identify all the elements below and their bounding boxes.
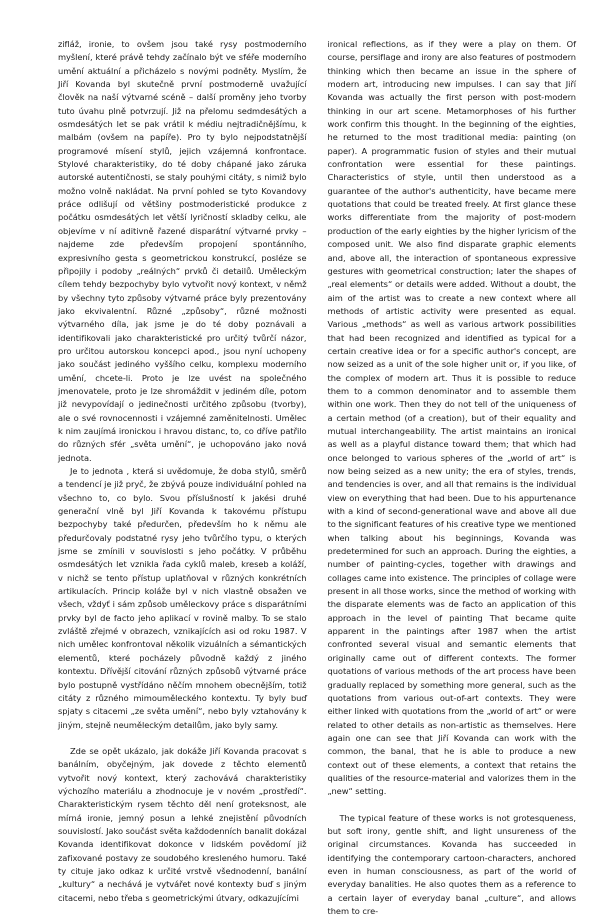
english-paragraph-1: ironical reflections, as if they were a play on them. Of course, persiflage and irony are also features of postmodern thinking which then became an issue in the sphere of modern art, introducing new impulses. I can say that Jiří Kovanda was actually the first person with post-modern thinking in our art scene. Metamorphoses of his further work confirm this thought. In the beginning of the eighties, he returned to the most traditional media: painting (on paper). A programmatic fusion of styles and their mutual confrontation were essential for these paintings. Characteristics of style, until then understood as a guarantee of the author's authenticity, have became mere quotations that could be treated freely. At first glance these works differentiate from the majority of post-modern production of the early eighties by the higher lyricism of the composed unit. We also find disparate graphic elements and, above all, the interaction of spontaneous expressive gestures with geometrical construction; later the shapes of „real elements“ or details were added. Without a doubt, the aim of the artist was to create a new context where all methods of artistic activity were presented as equal. Various „methods“ as well as various artwork possibilities that had been recognized and identified as typical for a certain creative idea or for a specific author's concept, are now seized as a unit of the sole higher unit or, if you like, of the complex of modern art. Thus it is possible to reduce them to a common denominator and to assemble them within one work. Then they do not tell of the uniqueness of a certain method (of a creation), but of their equality and mutual interchangeability. The artist maintains an ironical as well as a playful distance toward them; that which had once belonged to various spheres of the „world of art“ is now being seized as a new unity; the era of styles, trends, and tendencies is over, and all that remains is the individual view on everything that had been. Due to his appurtenance with a kind of second-generational wave and above all due to the significant features of his creative type we mentioned when talking about his beginnings, Kovanda was predetermined for such an approach. During the eighties, a number of painting-cycles, together with drawings and collages came into existence. The principles of collage were present in all those works, since the method of working with the disparate elements was de facto an application of this approach in the level of painting That became quite apparent in the paintings after 1987 when the artist confronted several visual and semantic elements that originally came out of different contexts. The former quotations of various methods of the art process have been gradually replaced by something more general, such as the quotations from various out-of-art contexts. They were either linked with quotations from the „world of art“ or were related to other details as non-artistic as themselves. Here again one can see that Jiří Kovanda can work with the common, the banal, that he is able to produce a new context out of these elements, a context that retains the qualities of the resource-material and valorizes them in the „new“ setting. xyxy=(327,39,576,797)
czech-text-column xyxy=(58,38,307,903)
english-text-column xyxy=(327,38,577,916)
english-paragraph-2: The typical feature of these works is not grotesqueness, but soft irony, gentle shift, and light unsureness of the original circumstances. Kovanda has succeeded in identifying the contemporary cartoon-characters, anchored even in human consciousness, as part of the world of everyday banalities. He also quotes them as a reference to a certain layer of everyday banal „culture“, and allows them to cre- xyxy=(327,812,576,916)
czech-paragraph-1: zifláž, ironie, to ovšem jsou také rysy postmoderního myšlení, které právě tehdy začínalo být ve sféře moderního umění aktuální a přicházelo s novými podněty. Myslím, že Jiří Kovanda byl skutečně první postmoderně uvažující člověk na naší výtvarné scéně – další proměny jeho tvorby tuto úvahu plně potvrzují. Již na přelomu sedmdesátých a osmdesátých let se pak vrátil k médiu nejtradičnějšímu, k malbám (ovšem na papíře). Pro ty bylo nejpodstatnější programové mísení stylů, jejich vzájemná konfrontace. Stylové charakteristiky, do té doby chápané jako záruka autorské autentičnosti, se staly pouhými citáty, s nimiž bylo možno volně nakládat. Na první pohled se tyto Kovandovy práce odlišují od většiny postmoderistické produkce z počátku osmdesátých let větší lyričností skladby celku, ale objevíme v ní aditivně řazené disparátní výtvarné prvky – najdeme zde především propojení spontánního, expresivního gesta s geometrickou konstrukcí, posléze se připojily i podoby „reálných“ prvků či detailů. Uměleckým cílem tehdy bezpochyby bylo vytvořit nový kontext, v němž by všechny tyto způsoby výtvarné práce byly prezentovány jako ekvivalentní. Různé „způsoby“, různé možnosti výtvarného díla, jak jsme je do té doby poznávali a identifikovali jako charakteristické pro určitý tvůrčí názor, pro určitou autorskou koncepci apod., jsou nyní uchopeny jako součást jediného vyššího celku, komplexu moderního umění, chcete-li. Proto je lze uvést na společného jmenovatele, proto je lze shromáždit v jediném díle, potom již nevypovídají o jedinečnosti určitého způsobu (tvorby), ale o své rovnocennosti i vzájemné zaměnitelnosti. Umělec k nim zaujímá ironickou i hravou distanc, to, co dříve patřilo do různých sfér „světa umění“, je uchopováno jako nová jednota. xyxy=(58,39,307,463)
czech-paragraph-3: Zde se opět ukázalo, jak dokáže Jiří Kovanda pracovat s banálním, obyčejným, jak dovede z těchto elementů vytvořit nový kontext, který zachovává charakteristiky výchozího materiálu a zhodnocuje je v novém „prostředí“. Charakteristickým rysem těchto děl není groteksnost, ale mírná ironie, jemný posun a lehké znejistění původních souvislostí. Jako součást světa každodenních banalit dokázal Kovanda identifikovat dokonce v lidském povědomí již zafixované postavy ze soudobého kresleného humoru. Také ty cituje jako odkaz k určité vrstvě všednodenní, banální „kultury“ a nechává je vytvářet nové kontexty buď s jiným citacemi, nebo třeba s geometrickými útvary, odkazujícími xyxy=(58,745,307,903)
czech-paragraph-2: Je to jednota , která si uvědomuje, že doba stylů, směrů a tendencí je již pryč, že zbývá pouze individuální pohled na všechno to, co bylo. Svou příslušností k jakési druhé generační vlně byl Jiří Kovanda k takovému přístupu bezpochyby také předurčen, především ho k němu ale předurčovaly podstatné rysy jeho tvůrčího typu, o kterých jsme se zmínili v souvislosti s jeho počátky. V průběhu osmdesátých let vznikla řada cyklů maleb, kreseb a koláží, v nichž se tento přístup uplatňoval v různých konkrétních artikulacích. Princip koláže byl v nich vlastně obsažen ve všech, vždyť i sám způsob uměleckovy práce s disparátními prvky byl de facto jeho aplikací v rovině malby. To se stalo zvláště zřejmé v obrazech, vznikajících asi od roku 1987. V nich umělec konfrontoval několik vizuálních a sémantických elementů, které pocházely původně každý z jiného kontextu. Dřívější citování různých způsobů výtvarné práce bylo postupně vystřídáno něčím mnohem obecnějším, totiž citáty z různého mimouměleckého kontextu. Ty byly buď spjaty s citacemi „ze světa umění“, nebo byly vztahovány k jiným, stejně neuměleckým detailům, jako byly samy. xyxy=(58,466,307,730)
